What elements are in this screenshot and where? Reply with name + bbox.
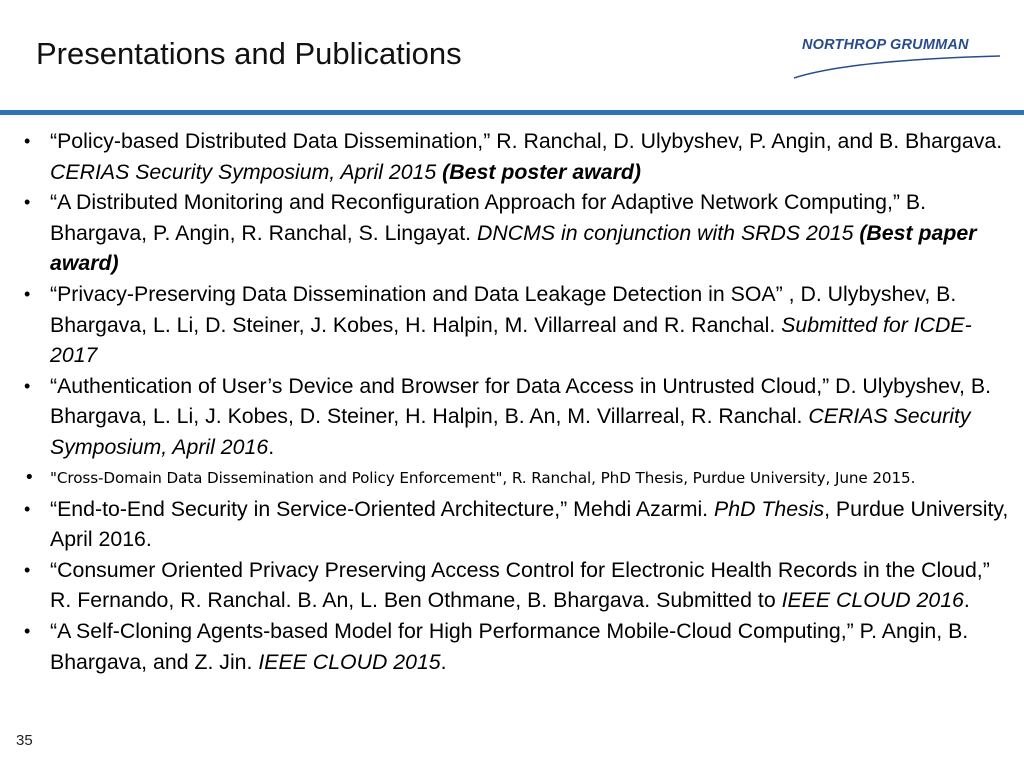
publication-tail: , Purdue University, April 2016. bbox=[50, 496, 1009, 552]
bullet-dot-icon: • bbox=[24, 498, 31, 519]
logo-text: NORTHROP GRUMMAN bbox=[802, 37, 969, 53]
bullet-dot-icon: • bbox=[24, 131, 31, 151]
publication-venue: IEEE CLOUD 2015 bbox=[258, 649, 441, 674]
publication-text: “A Self-Cloning Agents-based Model for High Performance Mobile-Cloud Computing,” P. Angin, B. Bhargava, and Z. Jin. bbox=[50, 618, 969, 674]
publication-venue: Submitted for ICDE-2017 bbox=[50, 312, 972, 368]
publication-item bbox=[22, 126, 1012, 187]
bullet-dot-icon: • bbox=[24, 620, 31, 641]
bullet-dot-icon: • bbox=[24, 466, 35, 488]
publication-item bbox=[22, 371, 1012, 463]
northrop-grumman-logo bbox=[790, 32, 1005, 84]
publication-item bbox=[22, 187, 1012, 279]
publication-item bbox=[22, 616, 1012, 677]
page-number: 35 bbox=[16, 732, 33, 749]
publication-item bbox=[22, 494, 1012, 555]
publication-item bbox=[22, 463, 1012, 494]
publication-text: “A Distributed Monitoring and Reconfiguration Approach for Adaptive Network Computing,” B. Bhargava, P. Angin, R. Ranchal, S. Lingayat. bbox=[50, 190, 927, 245]
bullet-dot-icon: • bbox=[24, 283, 31, 304]
publication-tail: . bbox=[440, 649, 447, 674]
publication-text: “End-to-End Security in Service-Oriented Architecture,” Mehdi Azarmi. bbox=[50, 496, 715, 521]
publication-text: “Consumer Oriented Privacy Preserving Access Control for Electronic Health Records in the Cloud,” R. Fernando, R. Ranchal. B. An, L. Ben Othmane, B. Bhargava. Submitted to bbox=[50, 557, 990, 613]
publication-venue: CERIAS Security Symposium, April 2016 bbox=[50, 404, 971, 459]
slide-title: Presentations and Publications bbox=[36, 36, 462, 71]
publication-item bbox=[22, 279, 1012, 371]
publication-list-container bbox=[22, 126, 1012, 677]
bullet-dot-icon: • bbox=[24, 559, 31, 580]
publication-venue: PhD Thesis bbox=[714, 496, 825, 521]
header-divider bbox=[0, 110, 1024, 115]
publication-venue: IEEE CLOUD 2016 bbox=[781, 588, 964, 613]
publication-tail: . bbox=[268, 434, 275, 459]
publication-award: (Best poster award) bbox=[436, 159, 641, 184]
publication-venue: DNCMS in conjunction with SRDS 2015 bbox=[477, 220, 854, 245]
publication-text: "Cross-Domain Data Dissemination and Policy Enforcement", R. Ranchal, PhD Thesis, Purdue University, June 2015. bbox=[50, 468, 916, 487]
publication-text: “Authentication of User’s Device and Browser for Data Access in Untrusted Cloud,” D. Ulybyshev, B. Bhargava, L. Li, J. Kobes, D. Steiner, H. Halpin, B. An, M. Villarreal, R. Ranchal. bbox=[50, 373, 992, 429]
publication-list bbox=[22, 126, 1012, 677]
publication-tail: . bbox=[963, 588, 970, 613]
publication-text: “Privacy-Preserving Data Dissemination and Data Leakage Detection in SOA” , D. Ulybyshev, B. Bhargava, L. Li, D. Steiner, J. Kobes, H. Halpin, M. Villarreal and R. Ranchal. bbox=[50, 281, 957, 337]
publication-award: (Best paper award) bbox=[50, 220, 977, 276]
bullet-dot-icon: • bbox=[24, 192, 31, 213]
publication-text: “Policy-based Distributed Data Dissemination,” R. Ranchal, D. Ulybyshev, P. Angin, and B. Bhargava. bbox=[50, 129, 1003, 153]
bullet-dot-icon: • bbox=[24, 375, 31, 396]
publication-venue: CERIAS Security Symposium, April 2015 bbox=[50, 159, 437, 184]
publication-item bbox=[22, 555, 1012, 616]
